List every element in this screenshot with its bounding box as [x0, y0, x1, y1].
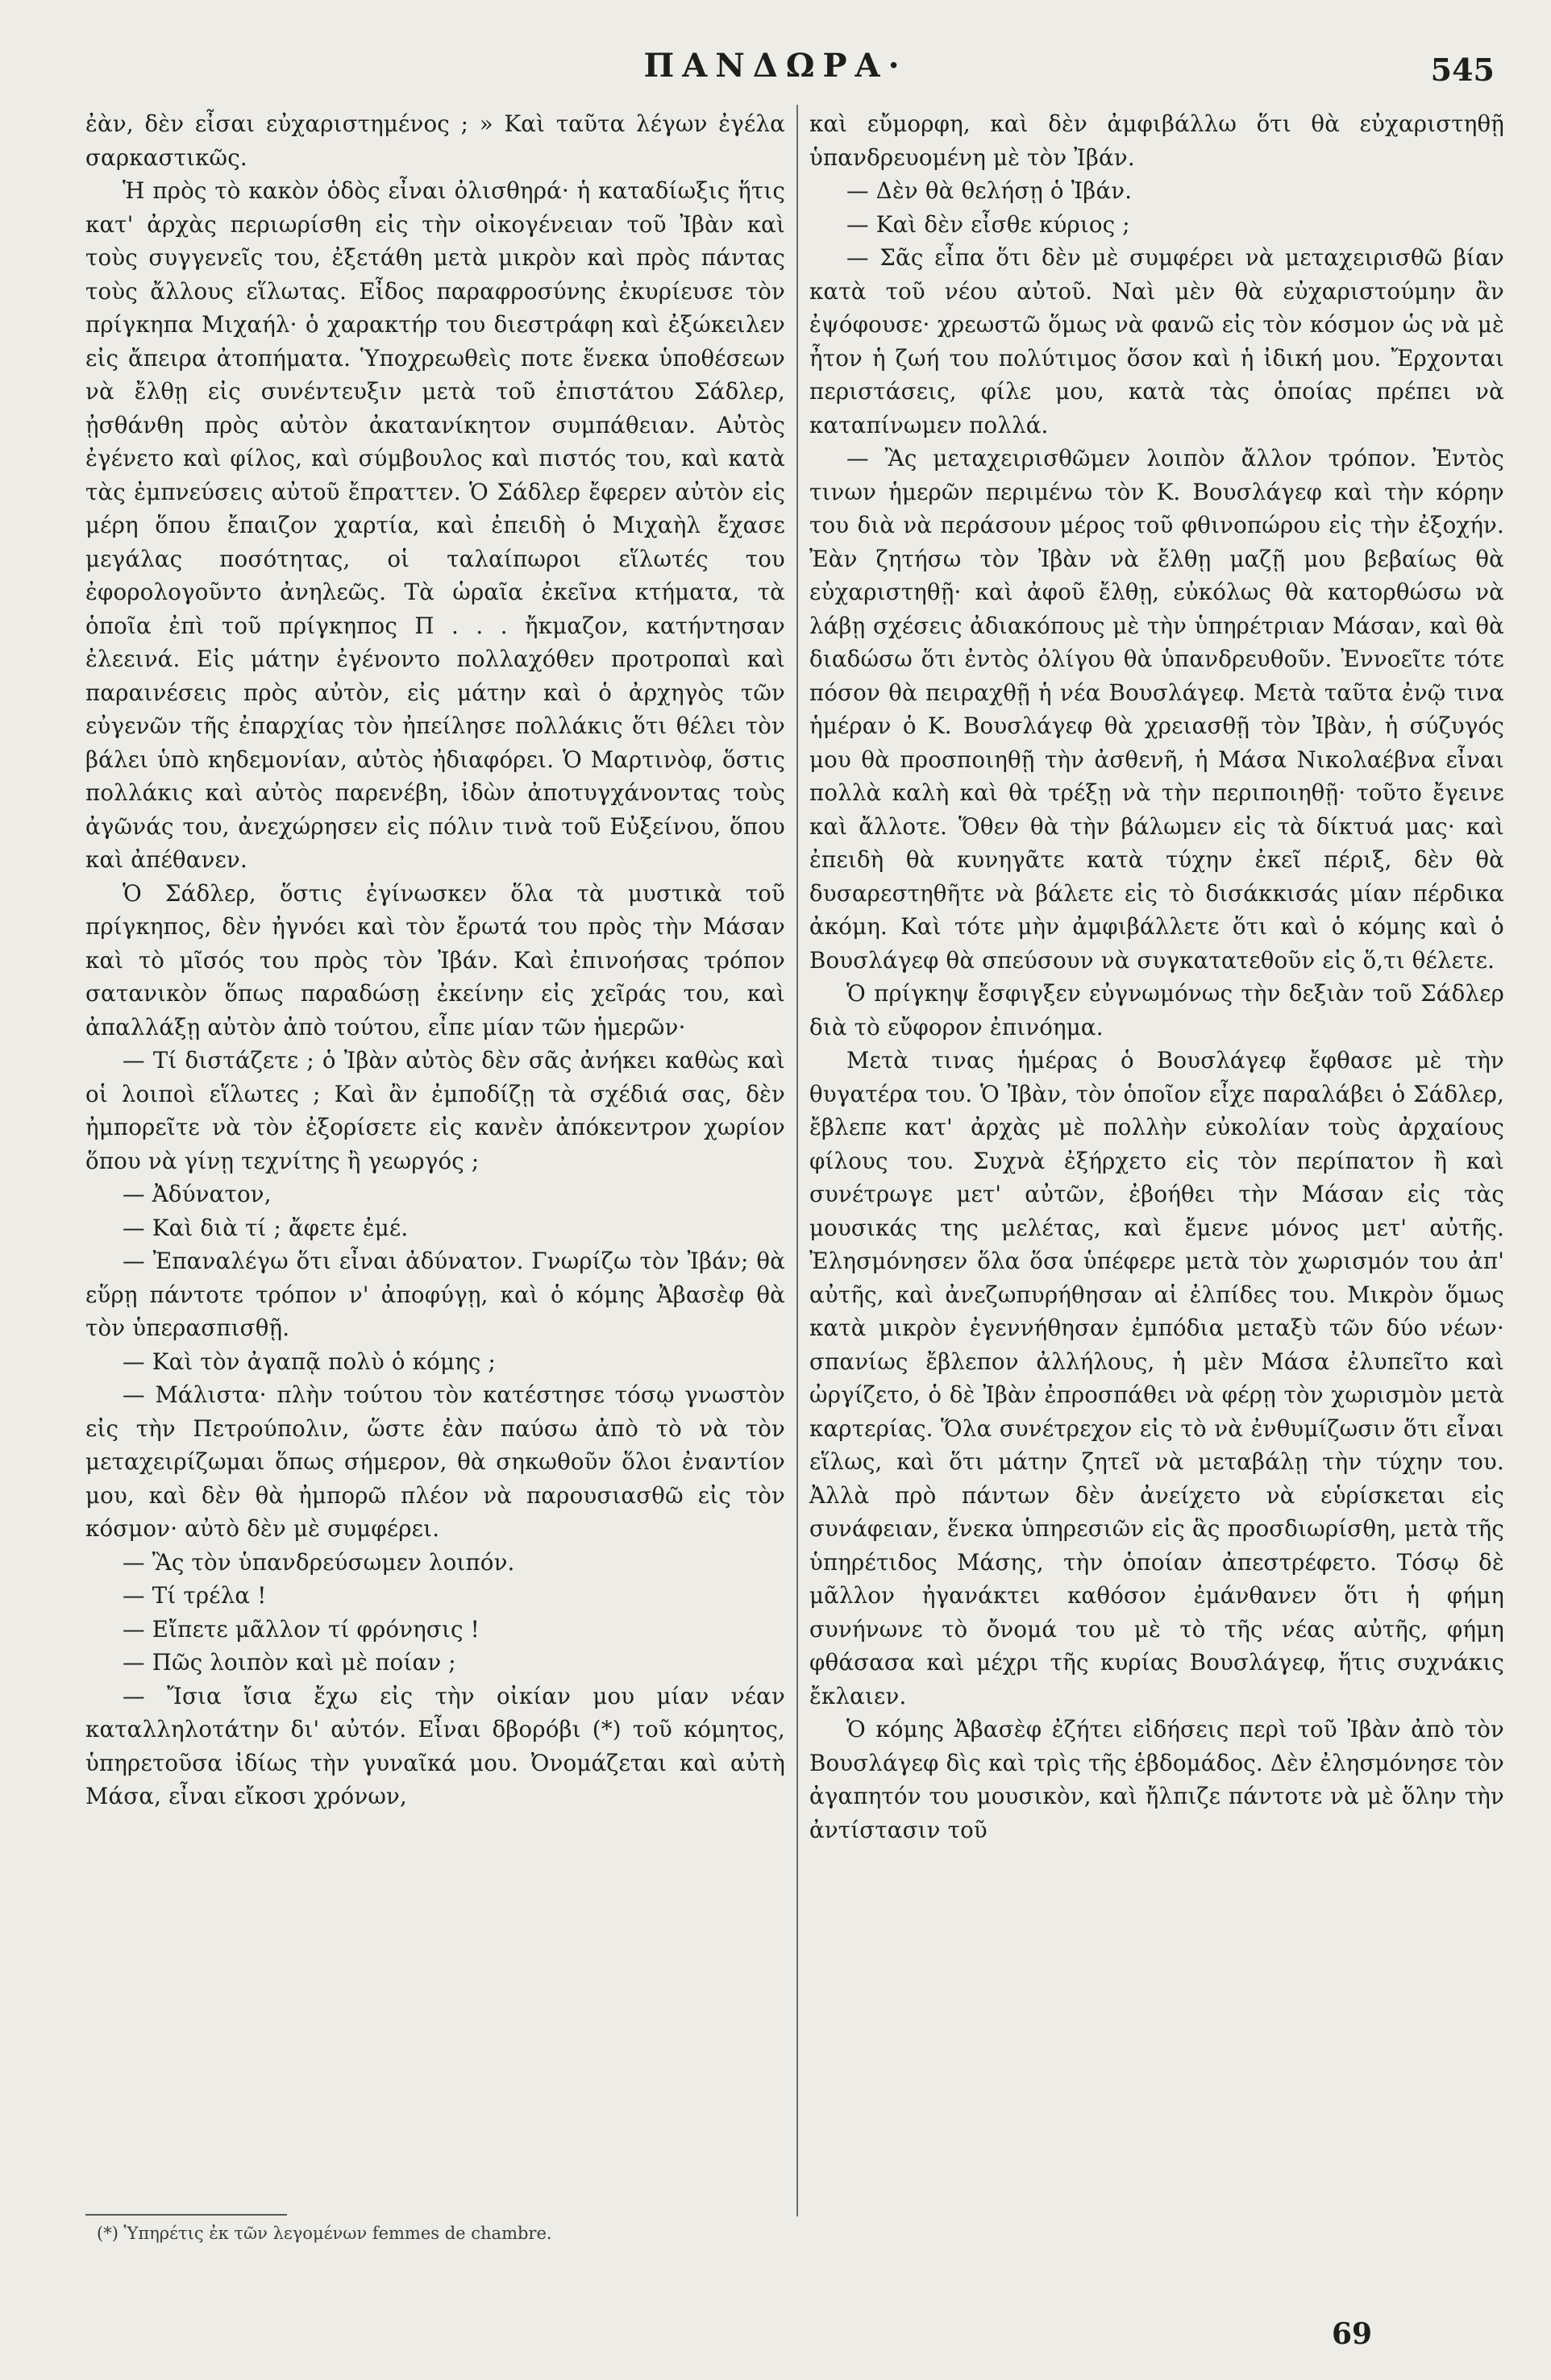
dialogue-line: — Ἐπαναλέγω ὅτι εἶναι ἀδύνατον. Γνωρίζω τὸν Ἰβάν; θὰ εὕρῃ πάντοτε τρόπον ν' ἀποφύγῃ, καὶ ὁ κόμης Ἀβασὲφ θὰ τὸν ὑπερασπισθῇ. — [85, 1248, 792, 1341]
dialogue-line: — Τί τρέλα ! — [123, 1582, 267, 1609]
dialogue-line: — Ἂς μεταχειρισθῶμεν λοιπὸν ἄλλον τρόπον. Ἐντὸς τινων ἡμερῶν περιμένω τὸν Κ. Βουσλάγεφ καὶ τὴν κόρην του διὰ νὰ περάσουν μέρος τοῦ φθινοπώρου εἰς τὴν ἐξοχήν. Ἐὰν ζητήσω τὸν Ἰβὰν νὰ ἔλθῃ μαζῇ μου βεβαίως θὰ εὐχαριστηθῇ· καὶ ἀφοῦ ἔλθῃ, εὐκόλως θὰ κατορθώσω νὰ λάβῃ σχέσεις ἀδιακόπους μὲ τὴν ὑπηρέτριαν Μάσαν, καὶ θὰ διαδώσω ὅτι ἐντὸς ὀλίγου θὰ ὑπανδρευθοῦν. Ἐννοεῖτε τότε πόσον θὰ πειραχθῇ ἡ νέα Βουσλάγεφ. Μετὰ ταῦτα ἐνῷ τινα ἡμέραν ὁ Κ. Βουσλάγεφ θὰ χρειασθῇ τὸν Ἰβὰν, ἡ σύζυγός μου θὰ προσποιηθῇ τὴν ἀσθενῆ, ἡ Μάσα Νικολαέβνα εἶναι πολλὰ καλὴ καὶ θὰ τρέξῃ νὰ τὴν περιποιηθῇ· τοῦτο ἔγεινε καὶ ἄλλοτε. Ὅθεν θὰ τὴν βάλωμεν εἰς τὰ δίκτυά μας· καὶ ἐπειδὴ θὰ κυνηγᾶτε κατὰ τύχην ἐκεῖ πέριξ, δὲν θὰ δυσαρεστηθῆτε νὰ βάλετε εἰς τὸ δισάκκισάς μίαν πέρδικα ἀκόμη. Καὶ τότε μὴν ἀμφιβάλλετε ὅτι καὶ ὁ κόμης καὶ ὁ Βουσλάγεφ θὰ σπεύσουν νὰ συγκατατεθοῦν εἰς ὅ,τι θέλετε. — [809, 445, 1511, 974]
dialogue-line: — Καὶ τὸν ἀγαπᾷ πολὺ ὁ κόμης ; — [123, 1348, 496, 1375]
footnote-divider — [85, 2214, 287, 2216]
paragraph: Ὁ κόμης Ἀβασὲφ ἐζήτει εἰδήσεις περὶ τοῦ Ἰβὰν ἀπὸ τὸν Βουσλάγεφ δὶς καὶ τρὶς τῆς ἑβδομάδος. Δὲν ἐλησμόνησε τὸν ἀγαπητόν του μουσικὸν, καὶ ἤλπιζε πάντοτε νὰ μὲ ὅλην τὴν ἀντίστασιν τοῦ — [809, 1716, 1511, 1843]
column-divider — [796, 105, 798, 2216]
dialogue-line: — Δὲν θὰ θελήσῃ ὁ Ἰβάν. — [846, 177, 1133, 204]
left-column — [85, 107, 792, 1813]
paragraph: Ὁ Σάδλερ, ὅστις ἐγίνωσκεν ὅλα τὰ μυστικὰ τοῦ πρίγκηπος, δὲν ἠγνόει καὶ τὸν ἔρωτά του πρὸς τὴν Μάσαν καὶ τὸ μῖσός του πρὸς τὸν Ἰβάν. Καὶ ἐπινοήσας τρόπον σατανικὸν ὅπως παραδώσῃ ἐκείνην εἰς χεῖράς του, καὶ ἀπαλλάξῃ αὐτὸν ἀπὸ τούτου, εἶπε μίαν τῶν ἡμερῶν· — [85, 879, 792, 1040]
journal-title: ΠΑΝΔΩΡΑ· — [643, 47, 908, 85]
dialogue-line: — Σᾶς εἶπα ὅτι δὲν μὲ συμφέρει νὰ μεταχειρισθῶ βίαν κατὰ τοῦ νέου αὐτοῦ. Ναὶ μὲν θὰ εὐχαριστούμην ἂν ἐψόφουσε· χρεωστῶ ὅμως νὰ φανῶ εἰς τὸν κόσμον ὡς νὰ μὲ ἦτον ἡ ζωή του πολύτιμος ὅσον καὶ ἡ ἰδική μου. Ἔρχονται περιστάσεις, φίλε μου, κατὰ τὰς ὁποίας πρέπει νὰ καταπίνωμεν πολλά. — [809, 244, 1511, 438]
paragraph: καὶ εὔμορφη, καὶ δὲν ἀμφιβάλλω ὅτι θὰ εὐχαριστηθῇ ὑπανδρευομένη μὲ τὸν Ἰβάν. — [809, 110, 1511, 171]
paragraph: Ὁ πρίγκηψ ἔσφιγξεν εὐγνωμόνως τὴν δεξιὰν τοῦ Σάδλερ διὰ τὸ εὔφορον ἐπινόημα. — [809, 980, 1511, 1040]
dialogue-line: — Εἴπετε μᾶλλον τί φρόνησις ! — [123, 1615, 480, 1643]
dialogue-line: — Καὶ δὲν εἶσθε κύριος ; — [846, 210, 1130, 238]
printer-signature-mark: 69 — [1332, 2317, 1373, 2351]
running-head — [0, 47, 1551, 95]
dialogue-line: — Ἴσια ἴσια ἔχω εἰς τὴν οἰκίαν μου μίαν νέαν καταλληλοτάτην δι' αὐτόν. Εἶναι δβορόβι (*) τοῦ κόμητος, ὑπηρετοῦσα ἰδίως τὴν γυναῖκά μου. Ὀνομάζεται καὶ αὐτὴ Μάσα, εἶναι εἴκοσι χρόνων, — [85, 1682, 792, 1809]
footnote: (*) Ὑπηρέτις ἐκ τῶν λεγομένων femmes de chambre. — [97, 2224, 552, 2243]
paragraph: Μετὰ τινας ἡμέρας ὁ Βουσλάγεφ ἔφθασε μὲ τὴν θυγατέρα του. Ὁ Ἰβὰν, τὸν ὁποῖον εἶχε παραλάβει ὁ Σάδλερ, ἔβλεπε κατ' ἀρχὰς μὲ πολλὴν εὐκολίαν τοὺς ἀρχαίους φίλους του. Συχνὰ ἐξήρχετο εἰς τὸν περίπατον ἢ καὶ συνέτρωγε μετ' αὐτῶν, ἐβοήθει τὴν Μάσαν εἰς τὰς μουσικάς της μελέτας, καὶ ἔμενε μόνος μετ' αὐτῆς. Ἐλησμόνησεν ὅλα ὅσα ὑπέφερε μετὰ τὸν χωρισμόν του ἀπ' αὐτῆς, καὶ ἀνεζωπυρήθησαν αἱ ἐλπίδες του. Μικρὸν ὅμως κατὰ μικρὸν ἐγεννήθησαν ἐμπόδια μεταξὺ τῶν δύο νέων· σπανίως ἔβλεπον ἀλλήλους, ἡ μὲν Μάσα ἐλυπεῖτο καὶ ὠργίζετο, ὁ δὲ Ἰβὰν ἐπροσπάθει νὰ φέρῃ τὸν χωρισμὸν μετὰ καρτερίας. Ὅλα συνέτρεχον εἰς τὸ νὰ ἐνθυμίζωσιν ὅτι εἶναι εἵλως, καὶ ὅτι μάτην ζητεῖ νὰ μεταβάλῃ τὴν τύχην του. Ἀλλὰ πρὸ πάντων δὲν ἀνείχετο νὰ εὑρίσκεται εἰς συνάφειαν, ἕνεκα ὑπηρεσιῶν εἰς ἃς προσδιωρίσθη, μετὰ τῆς ὑπηρέτιδος Μάσης, τὴν ὁποίαν ἀπεστρέφετο. Τόσῳ δὲ μᾶλλον ἠγανάκτει καθόσον ἐμάνθανεν ὅτι ἡ φήμη συνήνωνε τὸ ὄνομά του μὲ τὸ τῆς νέας αὐτῆς, φήμη φθάσασα καὶ μέχρι τῆς κυρίας Βουσλάγεφ, ἥτις συχνάκις ἔκλαιεν. — [809, 1047, 1511, 1709]
dialogue-line: — Ἂς τὸν ὑπανδρεύσωμεν λοιπόν. — [123, 1548, 515, 1576]
paragraph: Ἡ πρὸς τὸ κακὸν ὁδὸς εἶναι ὀλισθηρά· ἡ καταδίωξις ἥτις κατ' ἀρχὰς περιωρίσθη εἰς τὴν οἰκογένειαν τοῦ Ἰβὰν καὶ τοὺς συγγενεῖς του, ἐξετάθη μετὰ μικρὸν καὶ πρὸς πάντας τοὺς ἄλλους εἵλωτας. Εἶδος παραφροσύνης ἐκυρίευσε τὸν πρίγκηπα Μιχαήλ· ὁ χαρακτήρ του διεστράφη καὶ ἐξώκειλεν εἰς ἄπειρα ἀτοπήματα. Ὑποχρεωθεὶς ποτε ἕνεκα ὑποθέσεων νὰ ἔλθῃ εἰς συνέντευξιν μετὰ τοῦ ἐπιστάτου Σάδλερ, ᾐσθάνθη πρὸς αὐτὸν ἀκατανίκητον συμπάθειαν. Αὐτὸς ἐγένετο καὶ φίλος, καὶ σύμβουλος καὶ πιστός του, καὶ κατὰ τὰς ἐμπνεύσεις αὐτοῦ ἔπραττεν. Ὁ Σάδλερ ἔφερεν αὐτὸν εἰς μέρη ὅπου ἔπαιζον χαρτία, καὶ ἐπειδὴ ὁ Μιχαὴλ ἔχασε μεγάλας ποσότητας, οἱ ταλαίπωροι εἵλωτές του ἐφορολογοῦντο ἀνηλεῶς. Τὰ ὡραῖα ἐκεῖνα κτήματα, τὰ ὁποῖα ἐπὶ τοῦ πρίγκηπος Π . . . ἤκμαζον, κατήντησαν ἐλεεινά. Εἰς μάτην ἐγένοντο πολλαχόθεν προτροπαὶ καὶ παραινέσεις πρὸς αὐτὸν, εἰς μάτην καὶ ὁ ἀρχηγὸς τῶν εὐγενῶν τῆς ἐπαρχίας τὸν ἠπείλησε πολλάκις ὅτι θέλει τὸν βάλει ὑπὸ κηδεμονίαν, αὐτὸς ἠδιαφόρει. Ὁ Μαρτινὸφ, ὅστις πολλάκις καὶ αὐτὸς παρενέβη, ἰδὼν ἀποτυγχάνοντας τοὺς ἀγῶνάς του, ἀνεχώρησεν εἰς πόλιν τινὰ τοῦ Εὐξείνου, ὅπου καὶ ἀπέθανεν. — [85, 177, 792, 873]
dialogue-line: — Ἀδύνατον, — [123, 1181, 272, 1207]
dialogue-line: — Πῶς λοιπὸν καὶ μὲ ποίαν ; — [123, 1649, 456, 1676]
right-column — [809, 107, 1511, 1846]
dialogue-line: — Μάλιστα· πλὴν τούτου τὸν κατέστησε τόσῳ γνωστὸν εἰς τὴν Πετρούπολιν, ὥστε ἐὰν παύσω ἀπὸ τὸ νὰ τὸν μεταχειρίζωμαι ὅπως σήμερον, θὰ σηκωθοῦν ὅλοι ἐναντίον μου, καὶ δὲν θὰ ἠμπορῶ πλέον νὰ παρουσιασθῶ εἰς τὸν κόσμον· αὐτὸ δὲν μὲ συμφέρει. — [85, 1381, 792, 1542]
paragraph: ἐὰν, δὲν εἶσαι εὐχαριστημένος ; » Καὶ ταῦτα λέγων ἐγέλα σαρκαστικῶς. — [85, 110, 792, 171]
dialogue-line: — Καὶ διὰ τί ; ἄφετε ἐμέ. — [123, 1214, 409, 1241]
dialogue-line: — Τί διστάζετε ; ὁ Ἰβὰν αὐτὸς δὲν σᾶς ἀνήκει καθὼς καὶ οἱ λοιποὶ εἵλωτες ; Καὶ ἂν ἐμποδίζῃ τὰ σχέδιά σας, δὲν ἠμπορεῖτε νὰ τὸν ἐξορίσετε εἰς κανὲν ἀπόκεντρον χωρίον ὅπου νὰ γίνῃ τεχνίτης ἢ γεωργός ; — [85, 1047, 792, 1174]
page-number: 545 — [1430, 52, 1495, 88]
